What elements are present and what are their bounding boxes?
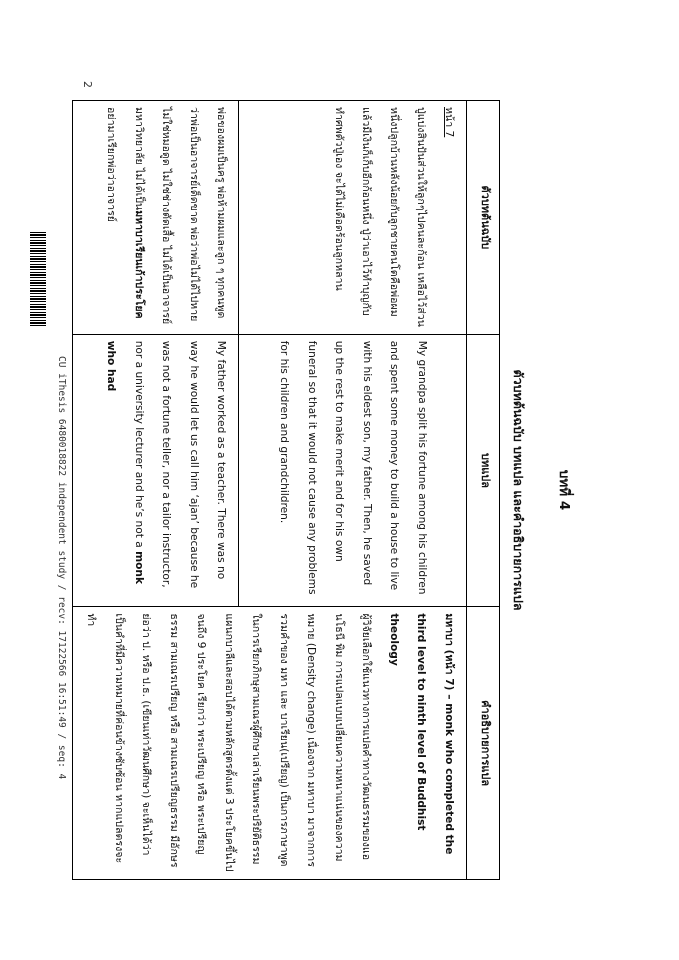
translation-cell: [73, 334, 239, 607]
explanation-cell: [73, 607, 467, 880]
source-text: พ่อของผมเป็นครู พ่อห้ามผมและลูก ๆ ทุกคนพูดว่าพ่อเป็นอาจารย์เด็ดขาด พ่อว่าพ่อไม่ได้ไปหาย ไม่ใช่หมอดูด ไม่ใช่ช่างตัดเสื้อ ไม่ได้เป็นอาจารย์มหาวิทยาลัย ไม่ได้เป็น: [132, 107, 228, 325]
source-term: มหาบาเรียนเก้าประโยค: [132, 210, 145, 319]
translation-cell: [239, 334, 467, 607]
column-header-explanation: คำอธิบายการแปล: [467, 607, 500, 880]
barcode-image: [30, 232, 46, 328]
chapter-title: บทที่ 4: [556, 469, 572, 511]
table-row: [239, 101, 467, 880]
explanation-term: มหาบา (หน้า 7) – monk who completed the third level to ninth level of Buddhist theology: [388, 613, 455, 855]
explanation-text: ผู้วิจัยเลือกใช้แนวทางการแปลคำทางวัฒนธรรมของแอนโธนี พิม การแปลแบบเปลี่ยนความหนาแน่นของความหมาย (Density change) เนื่องจาก มหาบา มาจากการรวมคำของ มหา และ บาเรียน(เปรียญ) เป็นการภาษาพูดในการเรียกภิกษุสามเณรผู้ศึกษาเล่าเรียนพระปริยัติธรรมแผนกบาลีและสอบได้ตามหลักสูตรตั้งแต่ 3 ประโยคขึ้นไปจนถึง 9 ประโยค เรียกว่า พระเปรียญ หรือ พระเปรียญธรรม สามเณรเปรียญ หรือ สามเณรเปรียญธรรม มีอักษรย่อว่า ป. หรือ ป.ธ. (เขียนเท่าวัฒนศึกษา) จะเห็นได้ว่าเป็นคำที่มีความหมายที่ค่อนข้างซับซ้อน หากแปลตรงจะทำ: [85, 613, 373, 872]
table-header-row: [467, 101, 500, 880]
translation-term: monk who had: [105, 340, 145, 585]
source-cell: [73, 101, 239, 335]
source-text: ปู่แบ่งสินปันส่วนให้ลูกๆไปคนละก้อน เหลือไว้ส่วนหนึ่งปลูกบ้านหลังน้อยกับลูกชายคนโตคือพ่อผม แล้วมีเงินก็เก็บอีกก้อนหนึ่ง ปู่ว่าเอาไว้ทำบุญกับทำศพตัวปู่เอง จะได้ไม่เดือดร้อนลูกหลาน: [333, 107, 428, 327]
page-number: 2: [81, 81, 94, 88]
rotated-page-content: [85, 90, 580, 890]
translation-table: [72, 100, 500, 880]
column-header-source: ตัวบทต้นฉบับ: [467, 101, 500, 335]
source-text-end: อย่ามาเรียกพ่อว่าอาจารย์: [105, 107, 118, 222]
thesis-info-header: CU iThesis 6480018822 independent study / recv: 17122566 16:51:49 / seq: 4: [56, 356, 67, 780]
page-reference: หน้า 7: [443, 107, 455, 138]
column-header-translation: บทแปล: [467, 334, 500, 607]
source-cell: [239, 101, 467, 335]
translation-text: My father worked as a teacher. There was no way he would let us call him ‘ajan’ because he was not a fortune teller, nor a tailor instructor, nor a university lecturer and he’s not a: [132, 340, 228, 589]
translation-text: My grandpa split his fortune among his children and spent some money to build a house to live with his eldest son, my father. Then, he saved up the rest to make merit and for his own funeral so that it would not cause any problems for his children and grandchildren.: [278, 340, 428, 595]
table-title: ตัวบทต้นฉบับ บทแปล และคำอธิบายการแปล: [511, 369, 526, 611]
